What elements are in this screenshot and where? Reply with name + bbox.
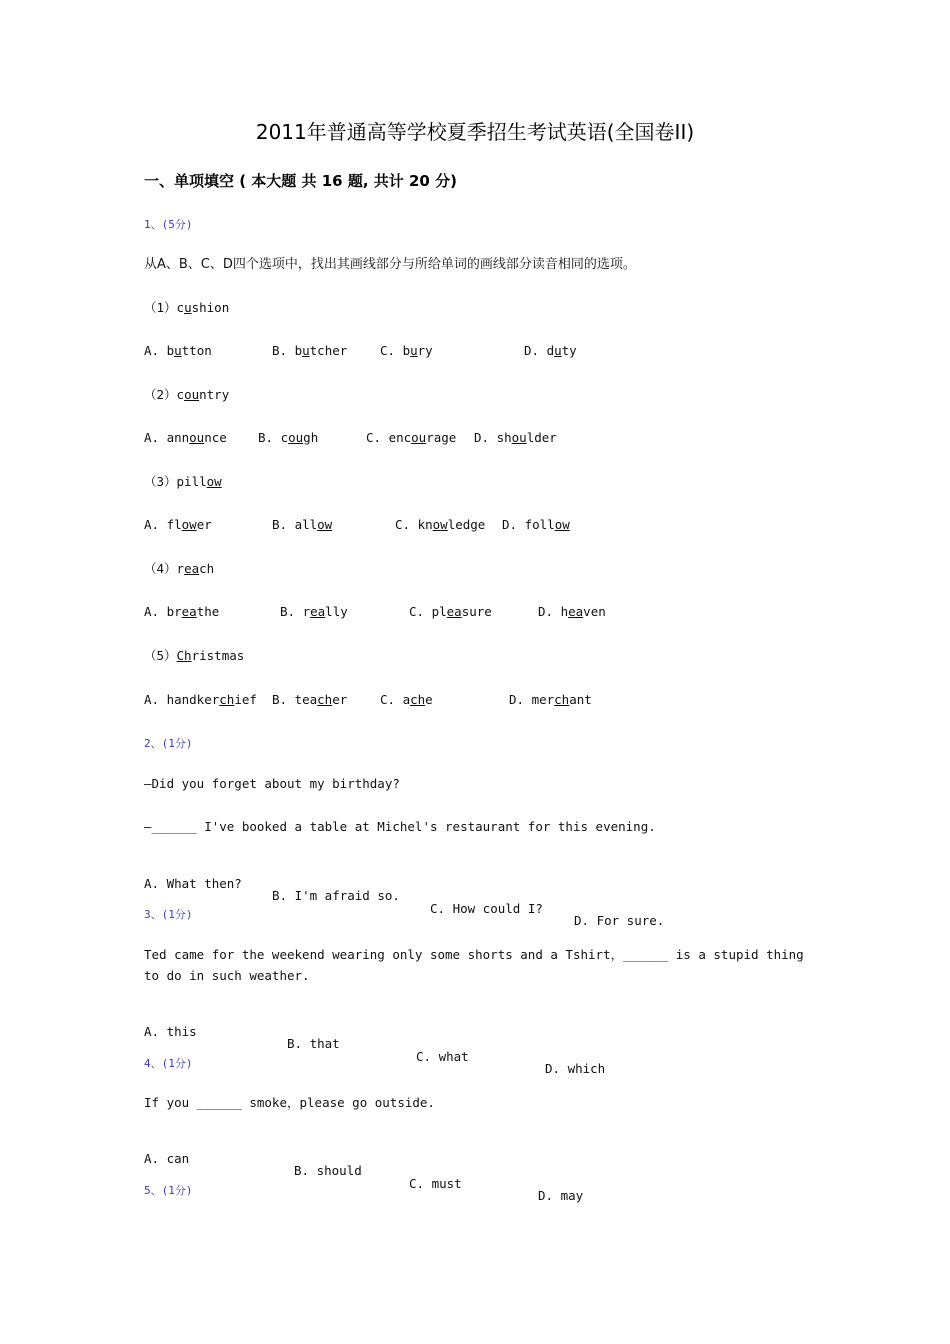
question-1-word-5	[144, 650, 244, 663]
word-part: sure	[461, 604, 492, 619]
word-part: C. a	[380, 692, 411, 707]
underlined-part: Ch	[176, 648, 192, 663]
option-c: C. what	[416, 1048, 469, 1064]
underlined-part: ea	[181, 604, 197, 619]
word-part: ven	[583, 604, 606, 619]
question-4-text: If you ______ smoke，please go outside.	[144, 1095, 435, 1110]
question-1-header: 1、(5分)	[144, 218, 193, 231]
question-2-line-1: —Did you forget about my birthday?	[144, 776, 400, 791]
option-c	[366, 432, 456, 445]
underlined-part: ea	[446, 604, 462, 619]
word-part: B. all	[272, 517, 318, 532]
underlined-part: ou	[411, 430, 427, 445]
word-part: B. r	[280, 604, 311, 619]
question-3-options	[144, 1013, 844, 1088]
option-b	[272, 694, 347, 707]
option-d: D. which	[545, 1061, 606, 1076]
question-1-instruction: 从A、B、C、D四个选项中，找出其画线部分与所给单词的画线部分读音相同的选项。	[144, 257, 636, 272]
word-part: A. ann	[144, 430, 190, 445]
underlined-part: ch	[219, 692, 235, 707]
underlined-part: ow	[432, 517, 448, 532]
underlined-part: ch	[554, 692, 570, 707]
word-part: B. b	[272, 343, 303, 358]
underlined-part: ou	[184, 387, 200, 402]
word-part: nce	[204, 430, 227, 445]
word-part: C. b	[380, 343, 411, 358]
word-part: rage	[426, 430, 457, 445]
option-d: D. may	[538, 1188, 584, 1203]
underlined-part: u	[184, 300, 192, 315]
option-a: A. What then?	[144, 875, 242, 891]
option-a: A. this	[144, 1023, 197, 1039]
underlined-part: u	[410, 343, 418, 358]
option-c	[380, 345, 433, 358]
item-number: （2）	[144, 387, 177, 402]
word-part: tcher	[309, 343, 348, 358]
option-b	[272, 519, 332, 532]
item-number: （5）	[144, 648, 177, 663]
question-5-header: 5、(1分)	[144, 1184, 193, 1197]
word-part: D. sh	[474, 430, 512, 445]
option-d	[509, 694, 592, 707]
word-part: D. d	[524, 343, 555, 358]
word-part: e	[425, 692, 433, 707]
option-c	[409, 606, 492, 619]
option-d: D. For sure.	[574, 913, 665, 928]
option-d	[538, 606, 606, 619]
word-part: C. enc	[366, 430, 412, 445]
word-part: ty	[561, 343, 577, 358]
option-c: C. How could I?	[430, 900, 543, 916]
word-part: r	[176, 561, 185, 576]
option-d	[502, 519, 570, 532]
question-4-header: 4、(1分)	[144, 1057, 193, 1070]
word-part: B. c	[258, 430, 289, 445]
word-part: B. tea	[272, 692, 318, 707]
word-part: ntry	[199, 387, 230, 402]
option-a: A. can	[144, 1150, 190, 1166]
underlined-part: u	[174, 343, 182, 358]
word-part: tton	[181, 343, 212, 358]
word-part: pill	[176, 474, 207, 489]
item-number: （1）	[144, 300, 177, 315]
question-2-line-2: —______ I've booked a table at Michel's restaurant for this evening.	[144, 819, 656, 834]
option-b	[272, 345, 347, 358]
underlined-part: ow	[317, 517, 333, 532]
underlined-part: ea	[310, 604, 326, 619]
underlined-part: ou	[288, 430, 304, 445]
question-1-word-2	[144, 389, 229, 402]
underlined-part: ch	[410, 692, 426, 707]
word-part: shion	[191, 300, 230, 315]
word-part: A. br	[144, 604, 182, 619]
item-number: （4）	[144, 561, 177, 576]
option-d	[524, 345, 577, 358]
question-2-options	[144, 865, 844, 940]
question-2-header: 2、(1分)	[144, 737, 193, 750]
option-a	[144, 694, 257, 707]
option-b	[258, 432, 318, 445]
section-heading: 一、单项填空 ( 本大题 共 16 题, 共计 20 分)	[144, 172, 457, 190]
underlined-part: ch	[317, 692, 333, 707]
option-b: B. should	[294, 1163, 362, 1178]
option-c	[395, 519, 485, 532]
underlined-part: ea	[568, 604, 584, 619]
underlined-part: u	[554, 343, 562, 358]
underlined-part: u	[302, 343, 310, 358]
word-part: lder	[526, 430, 557, 445]
word-part: the	[196, 604, 220, 619]
word-part: ief	[234, 692, 257, 707]
word-part: c	[176, 387, 185, 402]
word-part: D. h	[538, 604, 569, 619]
word-part: D. mer	[509, 692, 555, 707]
question-3-text: Ted came for the weekend wearing only some shorts and a Tshirt，______ is a stupid thing to do in such weather.	[144, 947, 804, 983]
underlined-part: ow	[554, 517, 570, 532]
question-1-word-1	[144, 302, 229, 315]
word-part: A. b	[144, 343, 175, 358]
underlined-part: ea	[184, 561, 200, 576]
word-part: er	[196, 517, 212, 532]
option-a	[144, 432, 227, 445]
underlined-part: ou	[511, 430, 527, 445]
option-b: B. I'm afraid so.	[272, 888, 400, 903]
word-part: lly	[325, 604, 348, 619]
option-b: B. that	[287, 1036, 340, 1051]
word-part: C. kn	[395, 517, 433, 532]
word-part: ch	[199, 561, 215, 576]
option-a	[144, 519, 212, 532]
word-part: c	[176, 300, 185, 315]
option-c	[380, 694, 433, 707]
word-part: gh	[303, 430, 319, 445]
question-3-header: 3、(1分)	[144, 908, 193, 921]
option-c: C. must	[409, 1175, 462, 1191]
word-part: ant	[569, 692, 592, 707]
underlined-part: ow	[181, 517, 197, 532]
option-d	[474, 432, 557, 445]
option-b	[280, 606, 348, 619]
word-part: D. foll	[502, 517, 555, 532]
word-part: er	[332, 692, 348, 707]
option-a	[144, 606, 219, 619]
option-a	[144, 345, 212, 358]
word-part: ry	[417, 343, 433, 358]
exam-title: 2011年普通高等学校夏季招生考试英语(全国卷II)	[255, 120, 695, 144]
word-part: A. fl	[144, 517, 182, 532]
question-4-options	[144, 1140, 844, 1215]
question-1-word-4	[144, 563, 214, 576]
underlined-part: ow	[206, 474, 222, 489]
underlined-part: ou	[189, 430, 205, 445]
word-part: C. pl	[409, 604, 447, 619]
word-part: ristmas	[191, 648, 245, 663]
question-1-word-3	[144, 476, 222, 489]
item-number: （3）	[144, 474, 177, 489]
word-part: ledge	[447, 517, 486, 532]
word-part: A. handker	[144, 692, 220, 707]
